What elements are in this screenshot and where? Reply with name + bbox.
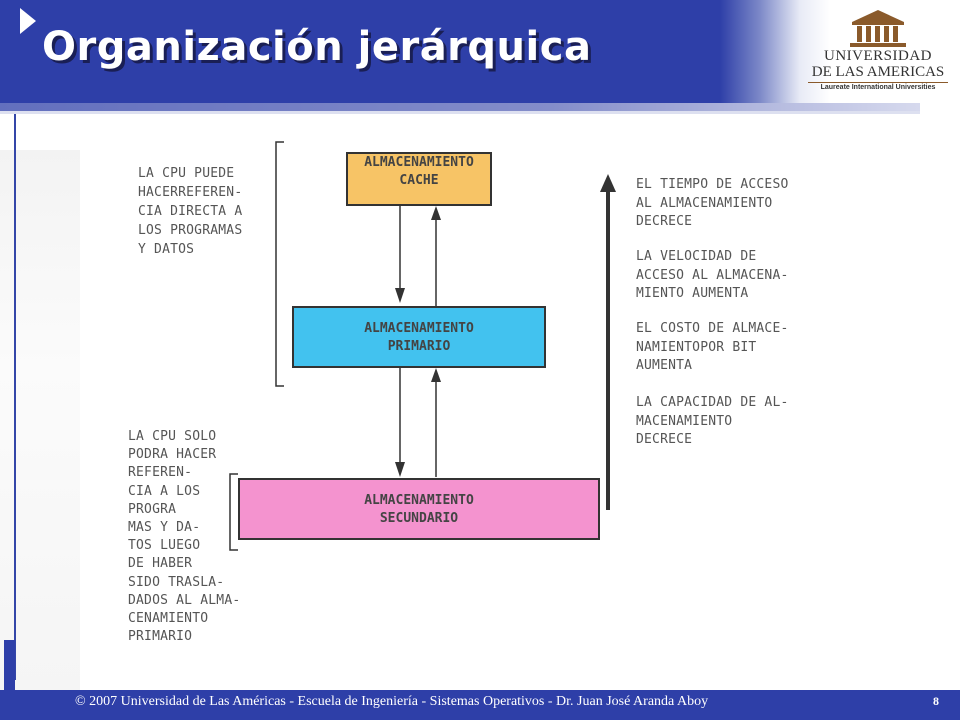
note-cpu-secondary: LA CPU SOLO PODRA HACER REFEREN- CIA A LOS PROGRA MAS Y DA- TOS LUEGO DE HABER SIDO TRASLA- DADOS AL ALMA- CENAMIENTO PRIMARIO [128, 429, 241, 645]
note-cpu-direct: LA CPU PUEDE HACERREFEREN- CIA DIRECTA A LOS PROGRAMAS Y DATOS [138, 166, 243, 257]
box-primary-storage: ALMACENAMIENTO PRIMARIO [292, 306, 546, 368]
box-cache-storage: ALMACENAMIENTO CACHE [346, 152, 492, 206]
left-accent-block [4, 640, 15, 690]
note-access-time: EL TIEMPO DE ACCESO AL ALMACENAMIENTO DECRECE [636, 177, 789, 229]
arrow-up-icon [431, 206, 441, 220]
arrow-down-icon [395, 462, 405, 477]
background-watermark [0, 150, 80, 690]
box-secondary-storage: ALMACENAMIENTO SECUNDARIO [238, 478, 600, 540]
note-capacity: LA CAPACIDAD DE AL- MACENAMIENTO DECRECE [636, 395, 789, 447]
note-access-speed: LA VELOCIDAD DE ACCESO AL ALMACENA- MIENTO AUMENTA [636, 249, 789, 301]
arrow-up-icon [431, 368, 441, 382]
header-divider [0, 103, 920, 111]
page-number: 8 [933, 694, 939, 708]
note-cost-per-bit: EL COSTO DE ALMACE- NAMIENTOPOR BIT AUMENTA [636, 321, 789, 373]
logo-text-laureate: Laureate International Universities [808, 82, 948, 93]
play-arrow-icon [20, 8, 36, 34]
big-arrow-up-icon [600, 174, 616, 192]
bracket-top [276, 142, 284, 386]
memory-hierarchy-diagram [80, 120, 840, 690]
slide-title: Organización jerárquica [42, 24, 592, 70]
arrow-down-icon [395, 288, 405, 303]
left-rule [14, 114, 16, 680]
building-icon [848, 8, 908, 48]
header-divider-light [0, 111, 920, 114]
logo-text-university: UNIVERSIDAD [824, 48, 932, 64]
logo-text-americas: DE LAS AMERICAS [811, 64, 945, 80]
footer-copyright: © 2007 Universidad de Las Américas - Escuela de Ingeniería - Sistemas Operativos - Dr. Juan José Aranda Aboy [75, 694, 709, 709]
university-logo [808, 8, 948, 100]
